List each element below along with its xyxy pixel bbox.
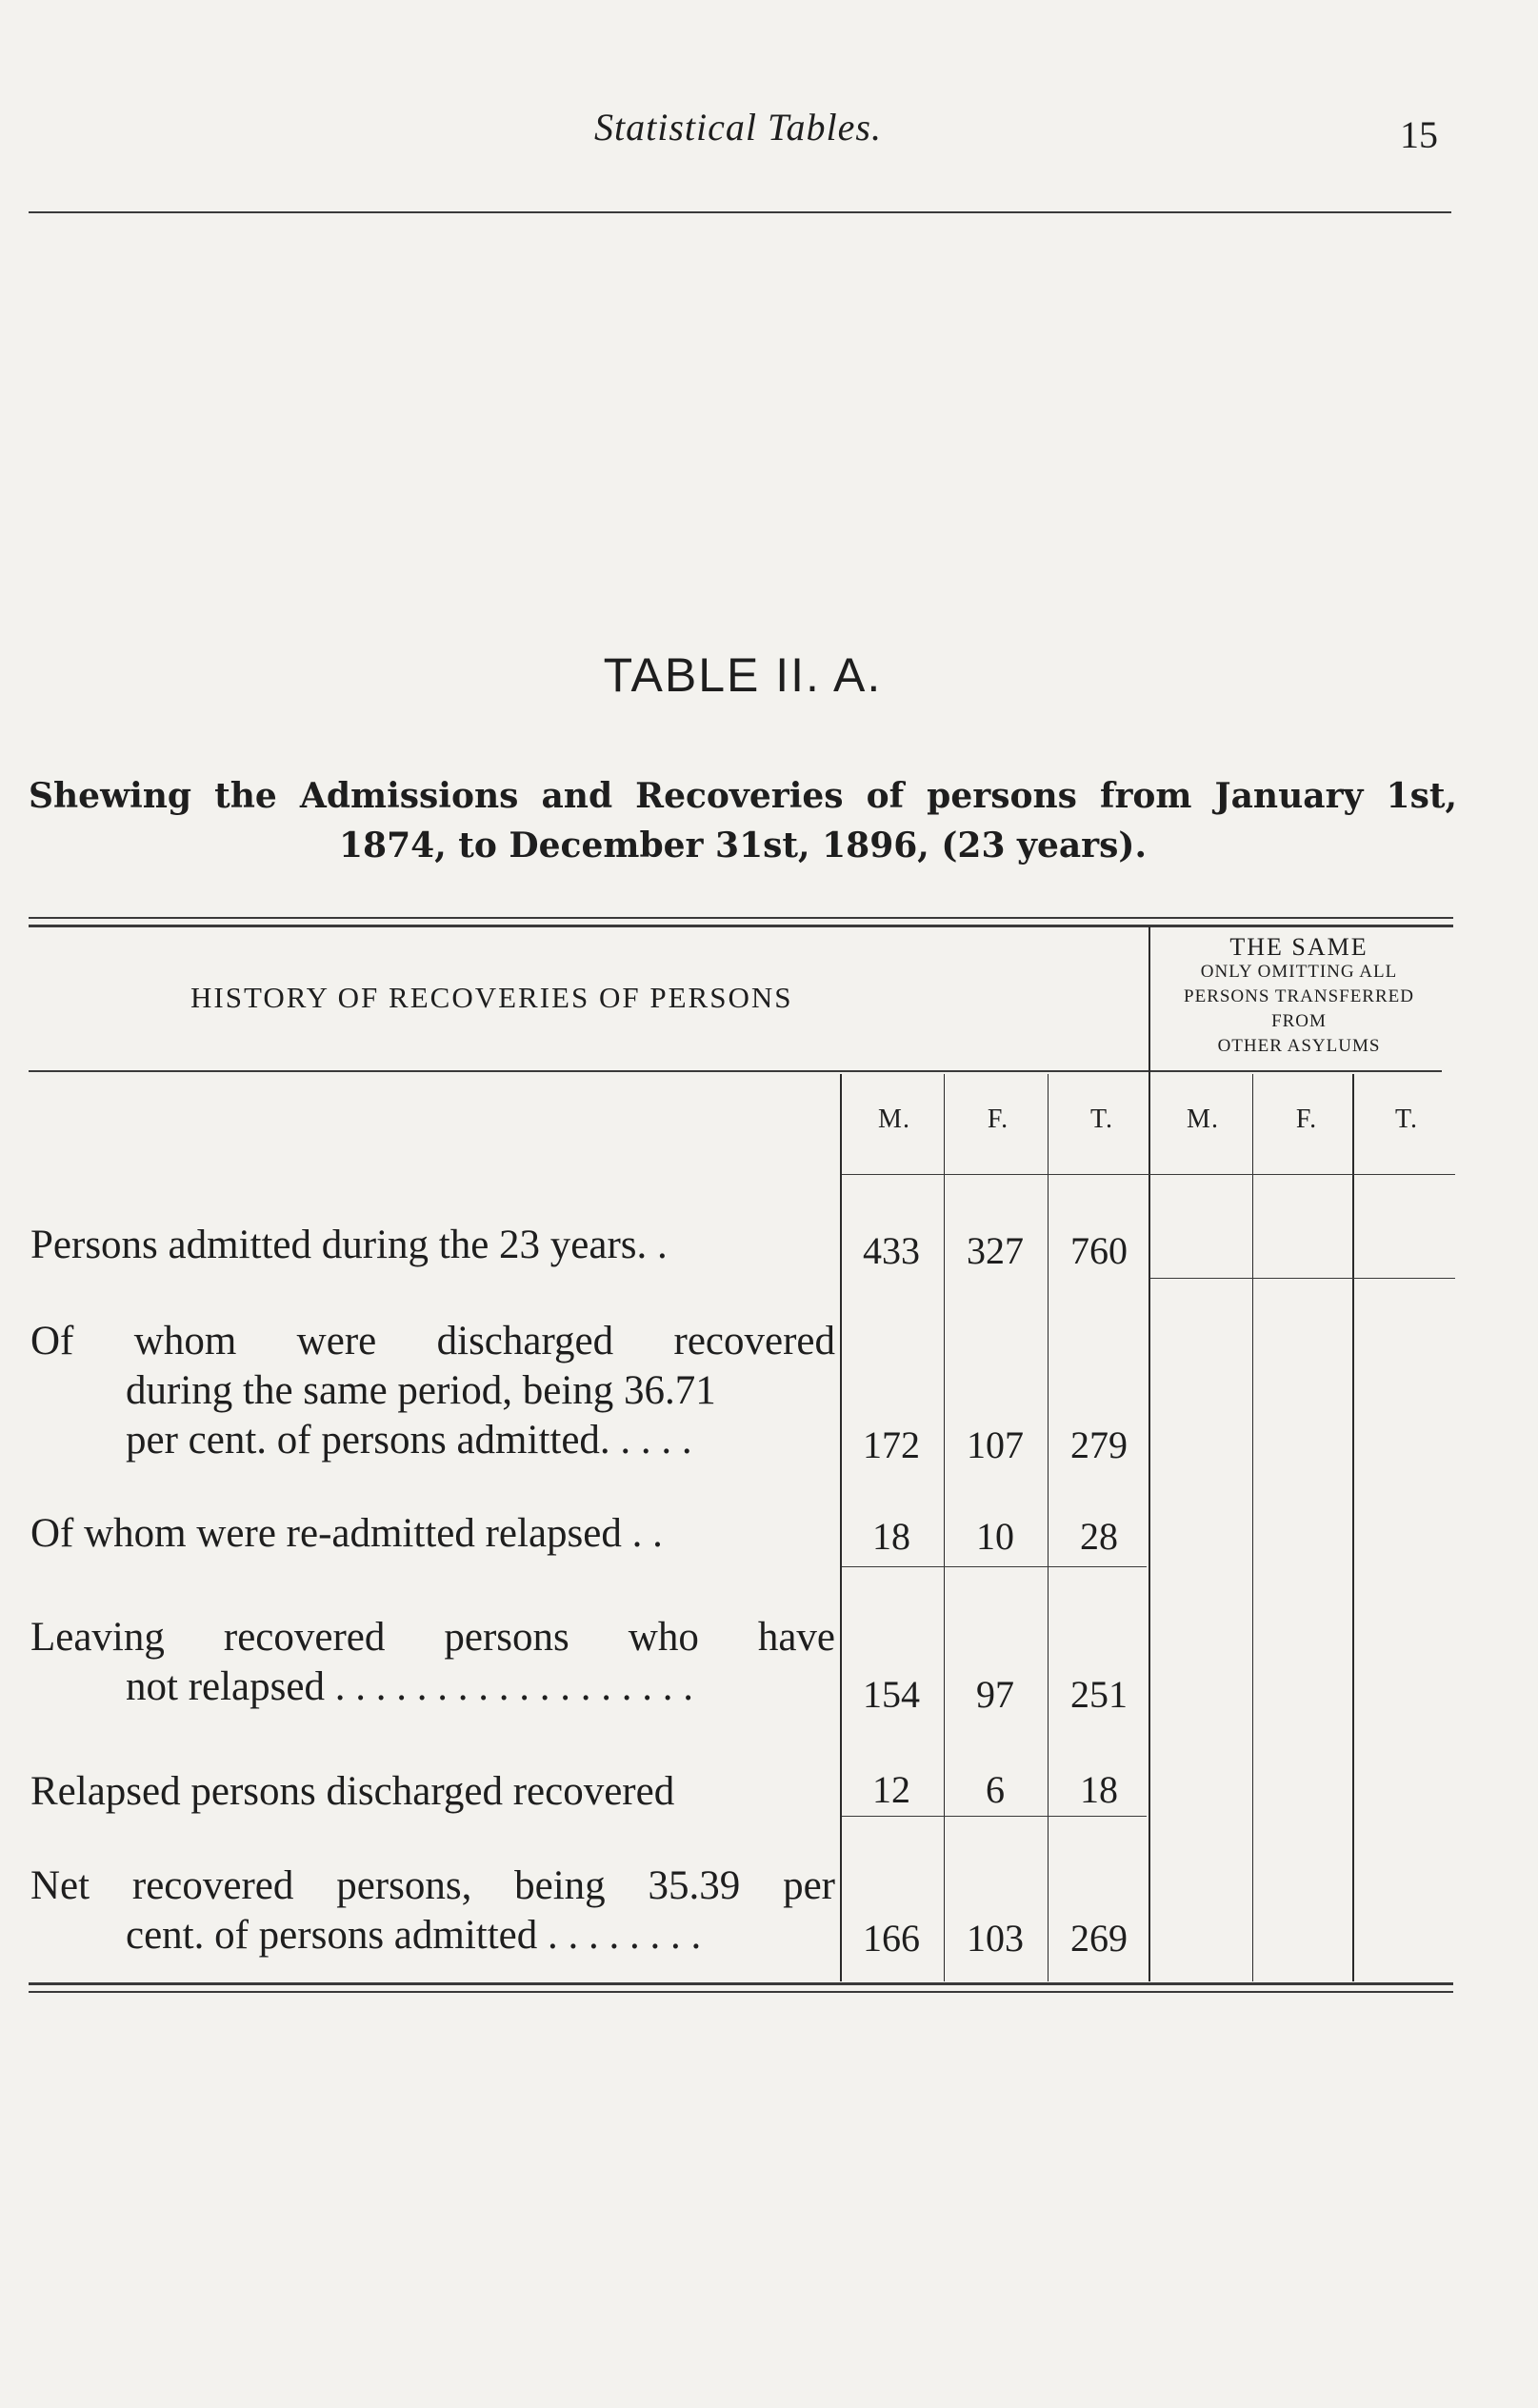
row-label-line: during the same period, being 36.71 (126, 1368, 716, 1413)
cell-readmitted-m: 18 (872, 1515, 910, 1558)
row-label-line: Leaving recovered persons who have (30, 1615, 835, 1660)
col-rule-f-t (1048, 1074, 1049, 1981)
row-label-not-relapsed (30, 1613, 835, 1712)
cell-readmitted-t: 28 (1080, 1515, 1118, 1558)
column-header-f: F. (987, 1104, 1009, 1134)
column-header-m: M. (878, 1104, 910, 1134)
subtotal-rule (842, 1816, 1147, 1817)
left-group-header-rule (29, 1070, 1149, 1072)
row-label-line: cent. of persons admitted . . . . . . . . (126, 1913, 702, 1958)
cell-discharged-f: 107 (967, 1423, 1024, 1466)
cell-relapsed-discharged-t: 18 (1080, 1768, 1118, 1811)
row-label-line: per cent. of persons admitted. . . . . (126, 1418, 692, 1463)
row-label-relapsed-discharged (30, 1767, 835, 1817)
row-label-net-recovered (30, 1861, 835, 1960)
column-header-t: T. (1089, 1104, 1114, 1134)
cell-not-relapsed-f: 97 (976, 1673, 1014, 1716)
column-header-t-same: T. (1394, 1104, 1419, 1134)
table-bottom-rule (29, 1982, 1453, 1985)
cell-relapsed-discharged-f: 6 (986, 1768, 1005, 1811)
column-header-rule (842, 1174, 1455, 1175)
cell-net-recovered-f: 103 (967, 1917, 1024, 1960)
cell-not-relapsed-m: 154 (863, 1673, 920, 1716)
running-title: Statistical Tables. (593, 106, 882, 149)
row-label-line: Persons admitted during the 23 years. . (30, 1223, 668, 1267)
row-label-line: Net recovered persons, being 35.39 per (30, 1863, 835, 1908)
column-header-m-same: M. (1187, 1104, 1219, 1134)
row-label-readmitted-relapsed (30, 1509, 835, 1559)
right-group-header-line3: PERSONS TRANSFERRED (1184, 986, 1414, 1006)
right-group-header-line5: OTHER ASYLUMS (1217, 1036, 1381, 1056)
row-label-admitted (30, 1221, 835, 1270)
right-group-header-rule (1150, 1070, 1442, 1072)
cell-relapsed-discharged-m: 12 (872, 1768, 910, 1811)
right-group-header-line1: THE SAME (1229, 933, 1368, 961)
row-label-line: Of whom were discharged recovered (30, 1319, 835, 1363)
page-number: 15 (1400, 113, 1438, 156)
right-group-header-line2: ONLY OMITTING ALL (1200, 962, 1398, 982)
table-top-rule-inner (29, 925, 1453, 927)
row-label-line: Relapsed persons discharged recovered (30, 1769, 675, 1814)
cell-readmitted-f: 10 (976, 1515, 1014, 1558)
row-label-discharged-recovered (30, 1317, 835, 1465)
cell-not-relapsed-t: 251 (1070, 1673, 1128, 1716)
left-group-header: HISTORY OF RECOVERIES OF PERSONS (190, 981, 793, 1014)
cell-discharged-m: 172 (863, 1423, 920, 1466)
subtotal-rule (842, 1566, 1147, 1567)
row-label-line: Of whom were re-admitted relapsed . . (30, 1511, 663, 1556)
caption-line-2: 1874, to December 31st, 1896, (23 years). (339, 826, 1147, 866)
col-rule-f-t-right (1352, 1074, 1354, 1981)
cell-net-recovered-t: 269 (1070, 1917, 1128, 1960)
row-label-line: not relapsed . . . . . . . . . . . . . . . . . . (126, 1664, 693, 1709)
table-title: TABLE II. A. (603, 648, 883, 702)
col-rule-m-f-right (1252, 1074, 1253, 1981)
right-block-row-rule (1150, 1278, 1455, 1279)
cell-admitted-t: 760 (1070, 1229, 1128, 1272)
cell-admitted-f: 327 (967, 1229, 1024, 1272)
cell-admitted-m: 433 (863, 1229, 920, 1272)
cell-discharged-t: 279 (1070, 1423, 1128, 1466)
table-caption (29, 771, 1457, 870)
col-rule-m-f (944, 1074, 945, 1981)
cell-net-recovered-m: 166 (863, 1917, 920, 1960)
table-top-rule (29, 917, 1453, 919)
right-group-header-line4: FROM (1271, 1011, 1327, 1031)
table-bottom-rule-inner (29, 1991, 1453, 1993)
header-rule (29, 211, 1451, 213)
column-header-f-same: F. (1295, 1104, 1318, 1134)
caption-line-1: Shewing the Admissions and Recoveries of persons from January 1st, (29, 776, 1457, 816)
group-divider-rule (1149, 926, 1150, 1981)
right-group-header (1149, 935, 1449, 1059)
